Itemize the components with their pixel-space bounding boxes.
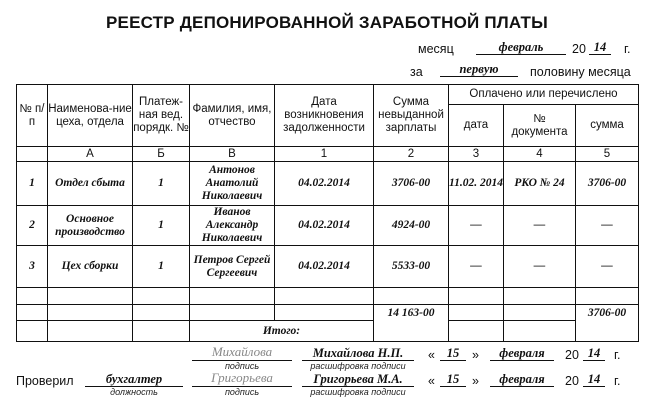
day-value: 15 <box>440 372 466 387</box>
row-num: 1 <box>17 162 48 206</box>
year-suffix: 14 <box>583 346 605 361</box>
row-paid-doc: — <box>504 206 576 246</box>
header-dept: Наименова-ние цеха, отдела <box>48 85 133 147</box>
row-paid-date: — <box>449 206 504 246</box>
checked-label: Проверил <box>16 374 74 388</box>
header-name: Фамилия, имя, отчество <box>190 85 275 147</box>
total-row <box>17 321 639 342</box>
header-paid-sum: сумма <box>576 105 639 147</box>
row-date: 04.02.2014 <box>275 162 374 206</box>
row-dept: Отдел сбыта <box>48 162 133 206</box>
row-name: Петров Сергей Сергеевич <box>190 246 275 288</box>
year-unit: г. <box>614 374 621 388</box>
half-suffix: половину месяца <box>530 65 631 79</box>
header-paid-doc: № документа <box>504 105 576 147</box>
col-code: 1 <box>275 147 374 162</box>
row-date: 04.02.2014 <box>275 206 374 246</box>
row-paid-date: — <box>449 246 504 288</box>
col-code <box>17 147 48 162</box>
name-caption: расшифровка подписи <box>310 361 406 371</box>
table-row <box>17 206 639 246</box>
register-table <box>16 84 639 342</box>
total-paid-sum: 3706-00 <box>576 305 639 342</box>
signature-caption: подпись <box>224 361 260 371</box>
signature-image: Михайлова <box>211 344 273 359</box>
col-code: 4 <box>504 147 576 162</box>
row-paid-date: 11.02. 2014 <box>449 162 504 206</box>
row-paid-doc: РКО № 24 <box>504 162 576 206</box>
row-amount: 5533-00 <box>374 246 449 288</box>
row-name: Иванов Александр Николаевич <box>190 206 275 246</box>
header-date: Дата возникновения задолженности <box>275 85 374 147</box>
row-paid-sum: 3706-00 <box>576 162 639 206</box>
col-code: 5 <box>576 147 639 162</box>
day-value: 15 <box>440 346 466 361</box>
total-label: Итого: <box>190 321 374 342</box>
header-paid-group: Оплачено или перечислено <box>449 85 639 105</box>
col-code: А <box>48 147 133 162</box>
half-value: первую <box>440 62 518 77</box>
row-date: 04.02.2014 <box>275 246 374 288</box>
quote-close: » <box>472 348 479 362</box>
half-label: за <box>410 65 423 79</box>
row-amount: 3706-00 <box>374 162 449 206</box>
total-amount: 14 163-00 <box>374 305 449 342</box>
year-prefix: 20 <box>565 348 579 362</box>
row-payroll: 1 <box>133 206 190 246</box>
table-row <box>17 162 639 206</box>
position-caption: должность <box>110 387 158 397</box>
year-suffix: 14 <box>583 372 605 387</box>
header-amount: Сумма невыданной зарплаты <box>374 85 449 147</box>
quote-open: « <box>428 348 435 362</box>
row-num: 3 <box>17 246 48 288</box>
row-dept: Основное производство <box>48 206 133 246</box>
year-suffix: 14 <box>589 40 611 55</box>
position-value: бухгалтер <box>85 372 183 387</box>
header-num: № п/п <box>17 85 48 147</box>
year-prefix: 20 <box>572 42 586 56</box>
row-paid-sum: — <box>576 246 639 288</box>
year-unit: г. <box>614 348 621 362</box>
row-name: Антонов Анатолий Николаевич <box>190 162 275 206</box>
total-amount-row <box>17 305 639 321</box>
col-code: В <box>190 147 275 162</box>
quote-close: » <box>472 374 479 388</box>
row-payroll: 1 <box>133 246 190 288</box>
checker-name: Григорьева М.А. <box>302 372 414 387</box>
row-paid-sum: — <box>576 206 639 246</box>
table-row <box>17 246 639 288</box>
row-num: 2 <box>17 206 48 246</box>
signature-image: Григорьева <box>211 370 273 385</box>
col-code: Б <box>133 147 190 162</box>
month-label: месяц <box>418 42 454 56</box>
row-payroll: 1 <box>133 162 190 206</box>
month-value: февраля <box>490 372 554 387</box>
month-value: февраль <box>476 40 566 55</box>
signature-caption: подпись <box>224 387 260 397</box>
empty-row <box>17 288 639 305</box>
name-caption: расшифровка подписи <box>310 387 406 397</box>
header-paid-date: дата <box>449 105 504 147</box>
page-title: РЕЕСТР ДЕПОНИРОВАННОЙ ЗАРАБОТНОЙ ПЛАТЫ <box>106 13 548 32</box>
header-payroll: Платеж-ная вед. порядк. № <box>133 85 190 147</box>
col-code: 2 <box>374 147 449 162</box>
accountant-name: Михайлова Н.П. <box>302 346 414 361</box>
year-prefix: 20 <box>565 374 579 388</box>
month-value: февраля <box>490 346 554 361</box>
quote-open: « <box>428 374 435 388</box>
row-paid-doc: — <box>504 246 576 288</box>
year-unit: г. <box>624 42 631 56</box>
row-amount: 4924-00 <box>374 206 449 246</box>
col-code: 3 <box>449 147 504 162</box>
row-dept: Цех сборки <box>48 246 133 288</box>
